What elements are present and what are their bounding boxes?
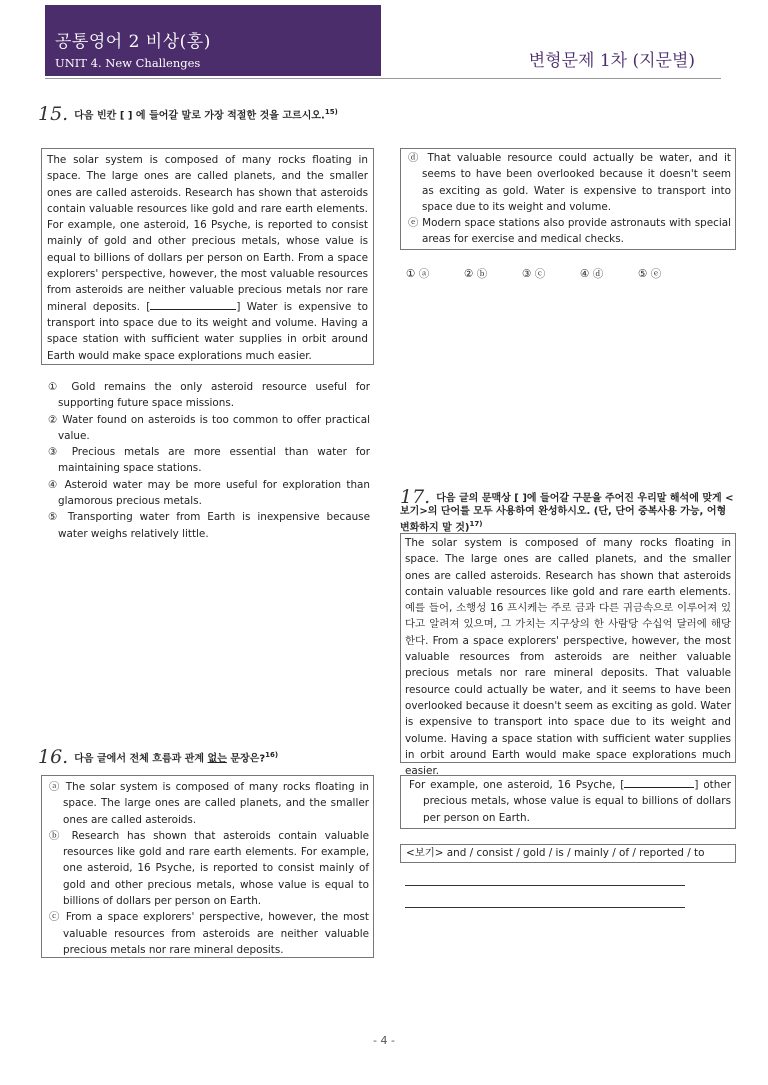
q15-option-2[interactable]: ② Water found on asteroids is too common to offer practical value. [48,413,370,442]
q15-passage-part2: ] Water is expensive to transport into space due to its weight and volume. Having a space station with sufficient water supplies in orbit around Earth would make space explorations much easier. [47,300,368,362]
q15-passage-part1: The solar system is composed of many rocks floating in space. The large ones are called planets, and the smaller ones are called asteroids. Research has shown that asteroids contain valuable resources like gold and rare earth elements. For example, one asteroid, 16 Psyche, is reported to consist mainly of gold and other precious metals, whose value is equal to billions of dollars per person on Earth. From a space explorers' perspective, however, the most valuable resources from asteroids are neither valuable precious metals nor rare mineral deposits. [ [47,154,368,313]
q15-heading [38,103,378,126]
header-right-title: 변형문제 1차 (지문별) [528,51,695,71]
q17-prompt: 다음 글의 문맥상 [ ]에 들어갈 구문을 주어진 우리말 해석에 맞게 <보기>의 단어를 모두 사용하여 완성하시오. (단, 단어 중복사용 가능, 어형 변화하지 말 것) [400,493,734,534]
q15-option-3[interactable]: ③ Precious metals are more essential than water for maintaining space stations. [48,446,370,475]
q16-choice-1[interactable]: ① ⓐ [406,268,430,280]
q15-passage-box [41,148,374,365]
q17-sentence-box [400,775,736,829]
q17-sentence-part2: ] other precious metals, whose value is equal to billions of dollars per person on Earth. [423,779,731,824]
q15-option-1[interactable]: ① Gold remains the only asteroid resource useful for supporting future space missions. [48,381,370,410]
q17-answer-line-1[interactable] [405,885,685,886]
q15-prompt: 다음 빈칸 [ ] 에 들어갈 말로 가장 적절한 것을 고르시오. [74,110,325,122]
header-subtitle: UNIT 4. New Challenges [55,56,201,70]
q16-prompt-1: 다음 글에서 전체 흐름과 관계 [74,753,208,765]
q16-footnote: 16) [265,751,279,759]
q16-choice-5[interactable]: ⑤ ⓔ [638,268,662,280]
q15-blank[interactable] [150,299,236,310]
q16-sentence-a: ⓐ The solar system is composed of many rocks floating in space. The large ones are called planets, and the smaller ones are called asteroids. [49,781,369,826]
q17-footnote: 17) [469,520,483,528]
q15-passage [42,149,373,367]
page-number: - 4 - [373,1034,395,1047]
q15-number: 15. [38,103,69,126]
q17-sentence [401,776,735,827]
q16-sentence-c: ⓒ From a space explorers' perspective, however, the most valuable resources from asteroids are neither valuable precious metals nor rare mineral deposits. [49,911,369,956]
q15-option-5[interactable]: ⑤ Transporting water from Earth is inexpensive because water weighs relatively little. [48,511,370,540]
header-divider [45,78,721,79]
q16-number: 16. [38,746,69,769]
q17-bogi-box [400,844,736,863]
header-title: 공통영어 2 비상(홍) [55,32,211,52]
q16-sentences-right [401,149,735,249]
q17-heading [400,486,736,534]
q16-choice-4[interactable]: ④ ⓓ [580,268,604,280]
q17-passage: The solar system is composed of many rocks floating in space. The large ones are called planets, and the smaller ones are called asteroids. Research has shown that asteroids contain valuable resources like gold and rare earth elements. 예를 들어, 소행성 16 프시케는 주로 금과 다른 귀금속으로 이루어져 있다고 알려져 있으며, 그 가치는 지구상의 한 사람당 수십억 달러에 해당한다. From a space explorers' perspective, however, the most valuable resources from asteroids are neither valuable precious metals nor rare mineral deposits. That valuable resource could actually be water, and it seems to have been overlooked because it doesn't seem as exciting as gold. Water is expensive to transport into space due to its weight and volume. Having a space station with sufficient water supplies in orbit around Earth would make space explorations much easier. [405,537,731,778]
q17-blank[interactable] [624,777,694,788]
q16-prompt-2: 문장은? [226,753,266,765]
q17-passage-box [400,533,736,778]
q16-sentence-box-right [400,148,736,250]
q17-answer-line-2[interactable] [405,907,685,908]
q15-option-4[interactable]: ④ Asteroid water may be more useful for exploration than glamorous precious metals. [48,478,370,508]
q17-sentence-part1: For example, one asteroid, 16 Psyche, [ [409,779,625,791]
q17-bogi: <보기> and / consist / gold / is / mainly / of / reported / to [406,847,705,859]
q16-choices [406,266,696,281]
q16-sentence-d: ⓓ That valuable resource could actually be water, and it seems to have been overlooked because it doesn't seem as exciting as gold. Water is expensive to transport into space due to its weight and volume. [408,152,731,213]
q16-sentences-left [42,776,373,961]
q15-footnote: 15) [324,108,338,116]
q16-heading [38,746,378,769]
q16-choice-3[interactable]: ③ ⓒ [522,268,546,280]
q16-sentence-box-left [41,775,374,958]
q16-sentence-b: ⓑ Research has shown that asteroids contain valuable resources like gold and rare earth elements. For example, one asteroid, 16 Psyche, is reported to consist mainly of gold and other precious metals, whose value is equal to billions of dollars per person on Earth. [49,829,369,908]
header-banner [45,5,381,76]
q15-options [44,379,370,542]
q16-sentence-e: ⓔ Modern space stations also provide astronauts with special areas for exercise and medical checks. [408,217,731,246]
q17-number: 17. [400,486,431,508]
q16-choice-2[interactable]: ② ⓑ [464,268,488,280]
q16-prompt-underline: 없는 [207,753,227,765]
